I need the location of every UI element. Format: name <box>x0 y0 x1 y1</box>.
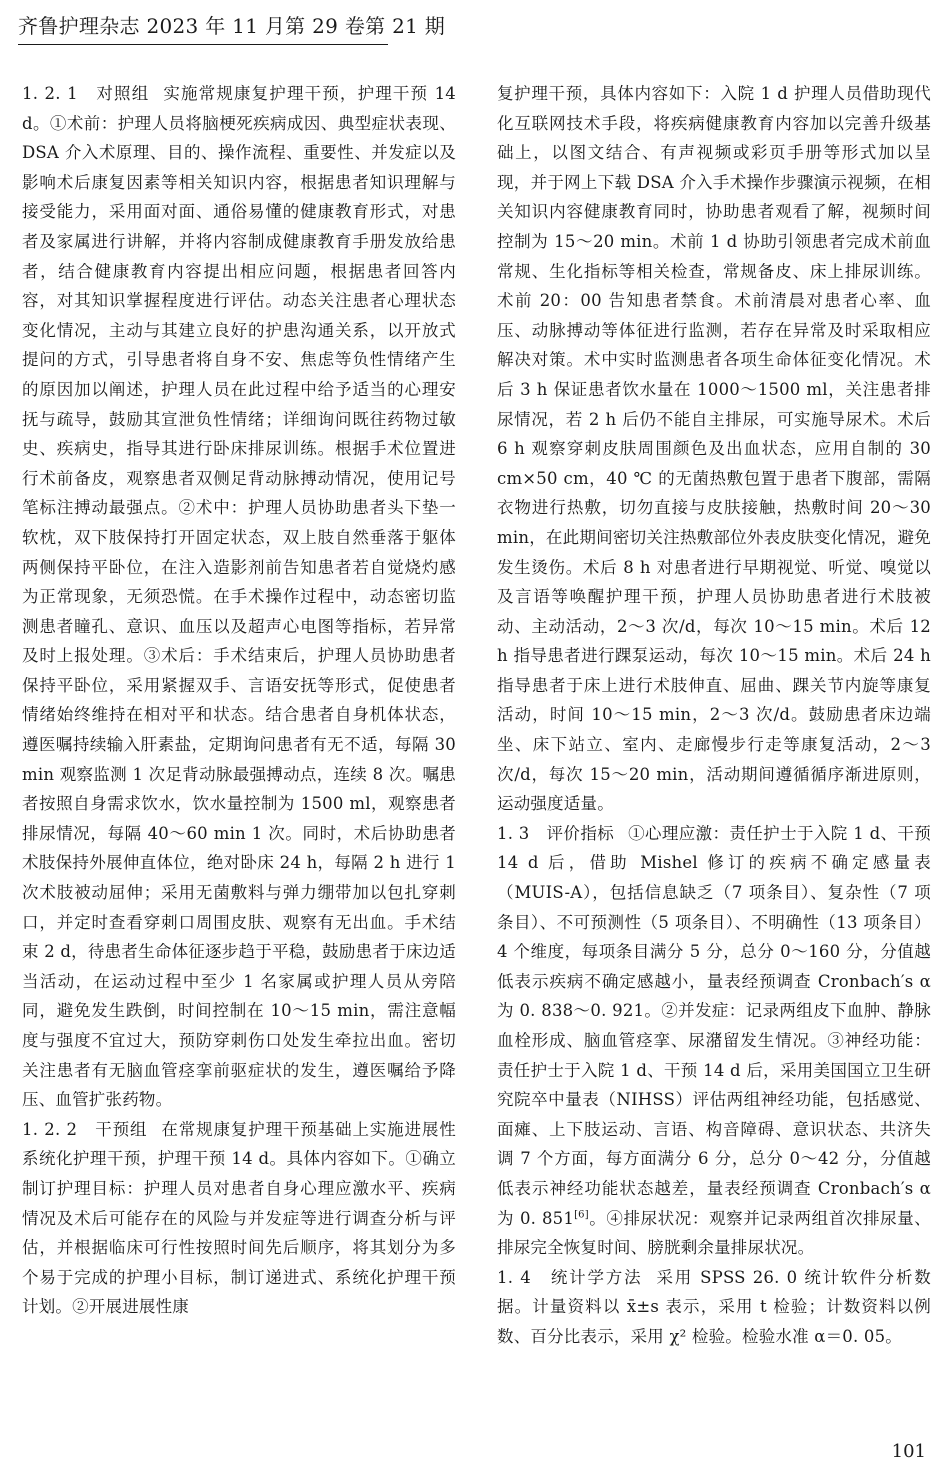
journal-header: 齐鲁护理杂志 2023 年 11 月第 29 卷第 21 期 <box>18 12 388 45</box>
section-1-4 <box>497 1263 931 1352</box>
section-1-2-2-body: 在常规康复护理干预基础上实施进展性系统化护理干预，护理干预 14 d。具体内容如下。①确立制订护理目标：护理人员对患者自身心理应激水平、疾病情况及术后可能存在的风险与并发症等进行调查分析与评估，并根据临床可行性按照时间先后顺序，将其划分为多个易于完成的护理小目标，制订递进式、系统化护理干预计划。②开展进展性康 <box>22 1119 456 1317</box>
section-1-3-tail: 。④排尿状况：观察并记录两组首次排尿量、排尿完全恢复时间、膀胱剩余量排尿状况。 <box>497 1208 932 1258</box>
page-number: 101 <box>891 1441 926 1462</box>
section-1-4-heading: 1. 4 统计学方法 <box>497 1267 643 1287</box>
left-column <box>22 79 456 1322</box>
section-1-2-2-heading: 1. 2. 2 干预组 <box>22 1119 148 1139</box>
section-1-2-1 <box>22 79 456 1115</box>
section-1-3 <box>497 819 931 1263</box>
section-1-2-2 <box>22 1115 456 1322</box>
section-1-2-1-heading: 1. 2. 1 对照组 <box>22 84 150 103</box>
section-1-4-body: 采用 SPSS 26. 0 统计软件分析数据。计量资料以 x̄±s 表示，采用 t 检验；计数资料以例数、百分比表示，采用 χ² 检验。检验水准 α＝0. 05。 <box>497 1267 931 1346</box>
reference-marker: [6] <box>574 1209 589 1221</box>
section-1-2-1-body: 实施常规康复护理干预，护理干预 14 d。①术前：护理人员将脑梗死疾病成因、典型症状表现、DSA 介入术原理、目的、操作流程、重要性、并发症以及影响术后康复因素等相关知识内容，根据患者知识理解与接受能力，采用面对面、通俗易懂的健康教育形式，对患者及家属进行讲解，并将内容制成健康教育手册发放给患者，结合健康教育内容提出相应问题，根据患者回答内容，对其知识掌握程度进行评估。动态关注患者心理状态变化情况，主动与其建立良好的护患沟通关系，以开放式提问的方式，引导患者将自身不安、焦虑等负性情绪产生的原因加以阐述，护理人员在此过程中给予适当的心理安抚与疏导，鼓励其宣泄负性情绪；详细询问既往药物过敏史、疾病史，指导其进行卧床排尿训练。根据手术位置进行术前备皮，观察患者双侧足背动脉搏动情况，使用记号笔标注搏动最强点。②术中：护理人员协助患者头下垫一软枕，双下肢保持打开固定状态，双上肢自然垂落于躯体两侧保持平卧位，在注入造影剂前告知患者若自觉烧灼感为正常现象，无须恐慌。在手术操作过程中，动态密切监测患者瞳孔、意识、血压以及超声心电图等指标，若异常及时上报处理。③术后：手术结束后，护理人员协助患者保持平卧位，采用紧握双手、言语安抚等形式，促使患者情绪始终维持在相对平和状态。结合患者自身机体状态，遵医嘱持续输入肝素盐，定期询问患者有无不适，每隔 30 min 观察监测 1 次足背动脉最强搏动点，连续 8 次。嘱患者按照自身需求饮水，饮水量控制为 1500 ml，观察患者排尿情况，每隔 40～60 min 1 次。同时，术后协助患者术肢保持外展伸直体位，绝对卧床 24 h，每隔 2 h 进行 1 次术肢被动屈伸；采用无菌敷料与弹力绷带加以包扎穿刺口，并定时查看穿刺口周围皮肤、观察有无出血。手术结束 2 d，待患者生命体征逐步趋于平稳，鼓励患者于床边适当活动，在运动过程中至少 1 名家属或护理人员从旁陪同，避免发生跌倒，时间控制在 10～15 min，需注意幅度与强度不宜过大，预防穿刺伤口处发生牵拉出血。密切关注患者有无脑血管痉挛前驱症状的发生，遵医嘱给予降压、血管扩张药物。 <box>22 84 456 1110</box>
section-1-3-heading: 1. 3 评价指标 <box>497 823 615 843</box>
section-1-3-body: ①心理应激：责任护士于入院 1 d、干预 14 d 后，借助 Mishel 修订的疾病不确定感量表（MUIS-A），包括信息缺乏（7 项条目）、复杂性（7 项条目）、不可预测性（5 项条目）、不明确性（13 项条目）4 个维度，每项条目满分 5 分，总分 0～160 分，分值越低表示疾病不确定感越小，量表经预调查 Cronbach′s α 为 0. 838～0. 921。②并发症：记录两组皮下血肿、静脉血栓形成、脑血管痉挛、尿潴留发生情况。③神经功能：责任护士于入院 1 d、干预 14 d 后，采用美国国立卫生研究院卒中量表（NIHSS）评估两组神经功能，包括感觉、面瘫、上下肢运动、言语、构音障碍、意识状态、共济失调 7 个方面，每方面满分 6 分，总分 0～42 分，分值越低表示神经功能状态越差，量表经预调查 Cronbach′s α 为 0. 851 <box>497 823 931 1228</box>
section-1-2-2-continued: 复护理干预，具体内容如下：入院 1 d 护理人员借助现代化互联网技术手段，将疾病健康教育内容加以完善升级基础上，以图文结合、有声视频或彩页手册等形式加以呈现，并于网上下载 DSA 介入手术操作步骤演示视频，在相关知识内容健康教育同时，协助患者观看了解，视频时间控制为 15～20 min。术前 1 d 协助引领患者完成术前血常规、生化指标等相关检查，常规备皮、床上排尿训练。术前 20：00 告知患者禁食。术前清晨对患者心率、血压、动脉搏动等体征进行监测，若存在异常及时采取相应解决对策。术中实时监测患者各项生命体征变化情况。术后 3 h 保证患者饮水量在 1000～1500 ml，关注患者排尿情况，若 2 h 后仍不能自主排尿，可实施导尿术。术后 6 h 观察穿刺皮肤周围颜色及出血状态，应用自制的 30 cm×50 cm，40 ℃ 的无菌热敷包置于患者下腹部，需隔衣物进行热敷，切勿直接与皮肤接触，热敷时间 20～30 min，在此期间密切关注热敷部位外表皮肤变化情况，避免发生烫伤。术后 8 h 对患者进行早期视觉、听觉、嗅觉以及言语等唤醒护理干预，护理人员协助患者进行术肢被动、主动活动，2～3 次/d，每次 10～15 min。术后 12 h 指导患者进行踝泵运动，每次 10～15 min。术后 24 h 指导患者于床上进行术肢伸直、屈曲、踝关节内旋等康复活动，时间 10～15 min，2～3 次/d。鼓励患者床边端坐、床下站立、室内、走廊慢步行走等康复活动，2～3 次/d，每次 15～20 min，活动期间遵循循序渐进原则，运动强度适量。 <box>497 84 931 814</box>
right-column <box>497 79 931 1352</box>
